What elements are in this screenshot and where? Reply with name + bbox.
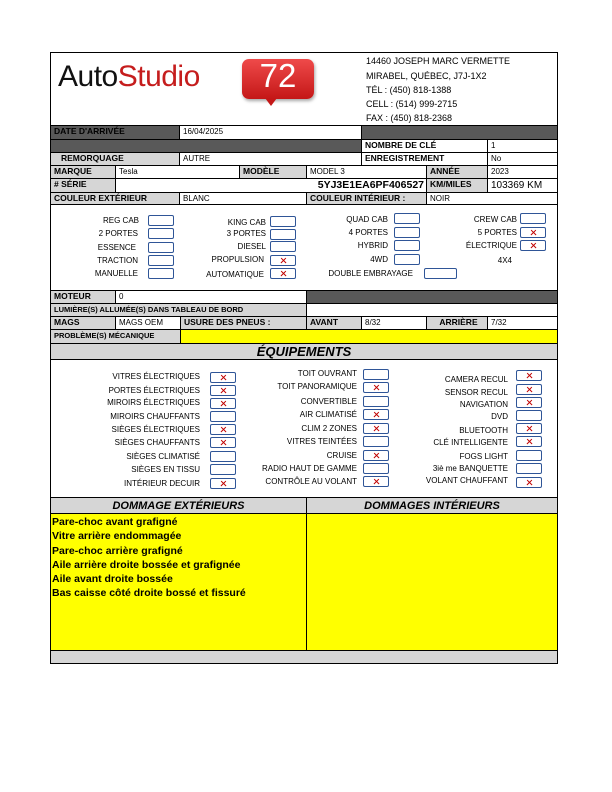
row-colors [51,192,557,205]
air-climatise-checkbox[interactable] [363,409,389,420]
damage-item: Aile avant droite bossée [52,573,173,586]
interieur-cuir-checkbox[interactable] [210,478,236,489]
ext-damage-list [52,515,246,601]
logo-wordmark [58,60,200,94]
equipment-label: SIÈGES ÉLECTRIQUES [111,425,200,434]
mech-label: PROBLÈME(S) MÉCANIQUE [51,330,180,343]
convertible-checkbox[interactable] [363,396,389,407]
cruise-checkbox[interactable] [363,450,389,461]
form-footer-bar [51,650,557,663]
row-serial [51,178,557,192]
option-label: 3 PORTES [226,229,266,238]
option-label: HYBRID [357,241,388,250]
motor-label: MOTEUR [51,291,115,303]
toit-panoramique-checkbox[interactable] [363,382,389,393]
equipment-label: MIROIRS ÉLECTRIQUES [107,398,200,407]
towing-label: REMORQUAGE [51,153,179,165]
equipment-label: FOGS LIGHT [459,452,508,461]
registration-label: ENREGISTREMENT [361,153,487,165]
toit-ouvrant-checkbox[interactable] [363,369,389,380]
option-label: AUTOMATIQUE [206,270,264,279]
equipment-label: TOIT OUVRANT [297,369,357,378]
equipment-label: SIÈGES CHAUFFANTS [114,438,200,447]
sieges-electriques-checkbox[interactable] [210,424,236,435]
tires-label: USURE DES PNEUS : [180,317,306,329]
address-line-1: 14460 JOSEPH MARC VERMETTE [366,56,511,66]
volant-chauffant-checkbox[interactable] [516,477,542,488]
equipment-label: VITRES TEINTÉES [286,437,357,446]
4wd-checkbox[interactable] [394,254,420,265]
clim-2-zones-checkbox[interactable] [363,423,389,434]
registration-value[interactable]: No [487,153,557,165]
equipment-label: SIÈGES CLIMATISÉ [126,452,200,461]
row-arrival [51,125,557,139]
front-label: AVANT [306,317,361,329]
equipment-label: CONTRÔLE AU VOLANT [265,477,357,486]
navigation-checkbox[interactable] [516,397,542,408]
option-label: ÉLECTRIQUE [465,241,517,250]
motor-filler [306,291,557,303]
equipment-label: NAVIGATION [459,400,508,409]
essence-checkbox[interactable] [148,242,174,253]
keys-label: NOMBRE DE CLÉ [361,140,487,152]
make-value[interactable]: Tesla [115,166,239,178]
ext-color-label: COULEUR EXTÉRIEUR [51,193,179,204]
equipment-label: CRUISE [326,451,357,460]
row-mechanical [51,329,557,343]
reg-cab-checkbox[interactable] [148,215,174,226]
keys-filler [51,140,361,152]
option-label: TRACTION [97,256,138,265]
equipment-label: DVD [491,412,508,421]
equipment-label: PORTES ÉLECTRIQUES [108,386,200,395]
radio-haut-gamme-checkbox[interactable] [363,463,389,474]
rear-value[interactable]: 7/32 [487,317,557,329]
crew-cab-checkbox[interactable] [520,213,546,224]
address-line-2: MIRABEL, QUÉBEC, J7J-1X2 [366,71,487,81]
equipment-label: TOIT PANORAMIQUE [277,382,357,391]
logo-number: 72 [259,57,297,94]
option-label: QUAD CAB [346,215,388,224]
row-mags [51,316,557,329]
option-label: MANUELLE [94,269,138,278]
int-damage-title: DOMMAGES INTÉRIEURS [306,497,557,514]
row-motor [51,290,557,303]
controle-volant-checkbox[interactable] [363,476,389,487]
equipment-label: VITRES ÉLECTRIQUES [112,372,200,381]
vitres-electriques-checkbox[interactable] [210,372,236,383]
year-value[interactable]: 2023 [487,166,557,178]
diesel-checkbox[interactable] [270,241,296,252]
miroirs-electriques-checkbox[interactable] [210,398,236,409]
mags-value[interactable]: MAGS OEM [115,317,180,329]
damage-item: Pare-choc arrière grafigné [52,544,183,557]
5-portes-checkbox[interactable] [520,227,546,238]
lights-value[interactable] [306,304,557,316]
damage-item: Vitre arrière endommagée [52,530,182,543]
rear-label: ARRIÈRE [426,317,487,329]
portes-electriques-checkbox[interactable] [210,385,236,396]
equipment-label: CLÉ INTELLIGENTE [433,438,508,447]
date-label: DATE D'ARRIVÉE [51,126,179,139]
equipment-label: VOLANT CHAUFFANT [425,476,508,485]
row-towing [51,152,557,165]
year-label: ANNÉE [426,166,487,178]
mags-label: MAGS [51,317,115,329]
3ieme-banquette-checkbox[interactable] [516,463,542,474]
manuelle-checkbox[interactable] [148,268,174,279]
int-color-value[interactable]: NOIR [426,193,557,204]
3-portes-checkbox[interactable] [270,229,296,240]
option-label: 4X4 [497,256,512,265]
equipment-label: SIÈGES EN TISSU [131,465,200,474]
option-label: KING CAB [227,218,266,227]
bluetooth-checkbox[interactable] [516,423,542,434]
keys-value[interactable]: 1 [487,140,557,152]
model-value[interactable]: MODEL 3 [306,166,426,178]
int-color-label: COULEUR INTÉRIEUR : [306,193,426,204]
lights-label: LUMIÈRE(S) ALLUMÉE(S) DANS TABLEAU DE BORD [51,304,306,316]
option-label: 2 PORTES [98,229,138,238]
model-label: MODÈLE [239,166,306,178]
equipment-label: 3iè me BANQUETTE [432,464,508,473]
phone-fax: FAX : (450) 818-2368 [366,113,453,123]
dvd-checkbox[interactable] [516,410,542,421]
equipment-label: CONVERTIBLE [300,397,357,406]
int-damage-area[interactable] [306,514,557,650]
km-value[interactable]: 103369 KM [487,179,557,192]
option-label: PROPULSION [211,255,264,264]
sieges-climatise-checkbox[interactable] [210,451,236,462]
equipment-title: ÉQUIPEMENTS [51,343,557,360]
miroirs-chauffants-checkbox[interactable] [210,411,236,422]
row-make [51,165,557,178]
option-label: ESSENCE [97,243,136,252]
option-label: CREW CAB [473,215,517,224]
hybrid-checkbox[interactable] [394,240,420,251]
fogs-light-checkbox[interactable] [516,450,542,461]
km-label: KM/MILES [426,179,487,192]
date-value[interactable]: 16/04/2025 [179,126,361,139]
towing-value[interactable]: AUTRE [179,153,361,165]
equipment-label: AIR CLIMATISÉ [299,410,357,419]
make-label: MARQUE [51,166,115,178]
2-portes-checkbox[interactable] [148,228,174,239]
date-filler [361,126,557,139]
equipment-label: SENSOR RECUL [444,388,508,397]
logo-bubble-tail [265,98,277,106]
row-keys [51,139,557,152]
mech-value[interactable] [180,330,557,343]
equipment-label: INTÉRIEUR DECUIR [123,479,200,488]
sieges-tissu-checkbox[interactable] [210,464,236,475]
king-cab-checkbox[interactable] [270,216,296,227]
option-label: 4 PORTES [348,228,388,237]
vitres-teintees-checkbox[interactable] [363,436,389,447]
propulsion-checkbox[interactable] [270,255,296,266]
option-label: REG CAB [102,216,139,225]
equipment-label: BLUETOOTH [459,426,508,435]
double-embrayage-checkbox[interactable] [424,268,457,279]
phone-tel: TÉL : (450) 818-1388 [366,85,452,95]
option-label: DIESEL [237,242,266,251]
quad-cab-checkbox[interactable] [394,213,420,224]
row-lights [51,303,557,316]
equipment-label: RADIO HAUT DE GAMME [262,464,357,473]
automatique-checkbox[interactable] [270,268,296,279]
damage-item: Bas caisse côté droite bossé et fissuré [52,587,246,600]
serial-value[interactable]: 5YJ3E1EA6PF406527 [115,179,426,192]
option-label: DOUBLE EMBRAYAGE [328,269,413,278]
motor-value[interactable]: 0 [115,291,306,303]
option-label: 4WD [370,255,388,264]
option-label: 5 PORTES [477,228,517,237]
equipment-label: CAMERA RECUL [444,375,508,384]
front-value[interactable]: 8/32 [361,317,426,329]
phone-cell: CELL : (514) 999-2715 [366,99,458,109]
sensor-recul-checkbox[interactable] [516,384,542,395]
logo-studio-text: Studio [117,60,200,93]
electrique-checkbox[interactable] [520,240,546,251]
sieges-chauffants-checkbox[interactable] [210,437,236,448]
equipment-label: CLIM 2 ZONES [301,424,357,433]
equipment-label: MIROIRS CHAUFFANTS [110,412,200,421]
camera-recul-checkbox[interactable] [516,370,542,381]
cle-intelligente-checkbox[interactable] [516,436,542,447]
4-portes-checkbox[interactable] [394,227,420,238]
damage-item: Aile arrière droite bossée et grafignée [52,558,241,571]
traction-checkbox[interactable] [148,255,174,266]
ext-damage-title: DOMMAGE EXTÉRIEURS [51,497,306,514]
damage-item: Pare-choc avant grafigné [52,516,178,528]
logo-auto-text: Auto [58,60,118,93]
ext-color-value[interactable]: BLANC [179,193,306,204]
serial-label: # SÉRIE [51,179,115,192]
